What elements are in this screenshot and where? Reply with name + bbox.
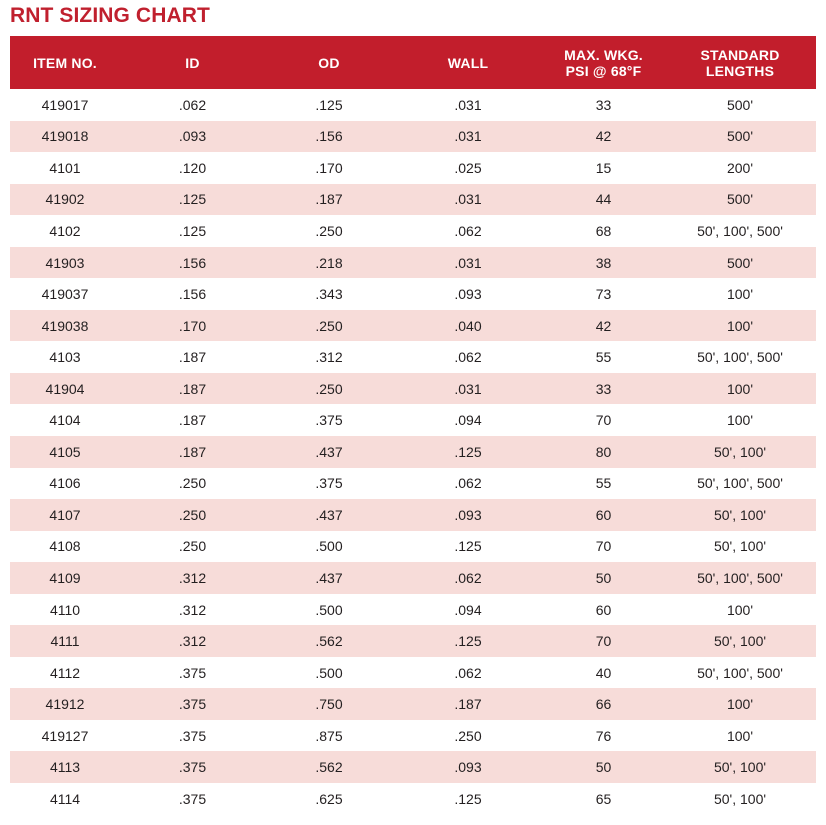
cell-wall: .062 bbox=[454, 349, 482, 366]
cell-item-no: 4103 bbox=[49, 349, 81, 366]
cell-id: .250 bbox=[178, 475, 207, 492]
cell-wall: .094 bbox=[454, 601, 482, 618]
table-row bbox=[10, 341, 816, 373]
cell-id: .375 bbox=[178, 790, 207, 807]
cell-wall: .062 bbox=[454, 475, 482, 492]
cell-item-no: 4109 bbox=[49, 569, 81, 586]
cell-id: .156 bbox=[178, 254, 207, 271]
cell-od: .500 bbox=[315, 664, 343, 681]
cell-id: .187 bbox=[178, 380, 207, 397]
cell-item-no: 419017 bbox=[41, 96, 89, 113]
cell-max-psi: 70 bbox=[595, 412, 612, 429]
cell-max-psi: 38 bbox=[595, 254, 612, 271]
cell-item-no: 4104 bbox=[49, 412, 81, 429]
cell-wall: .031 bbox=[454, 191, 482, 208]
header-wall: WALL bbox=[447, 54, 489, 71]
cell-item-no: 419038 bbox=[41, 317, 89, 334]
cell-lengths: 500' bbox=[726, 254, 754, 271]
cell-od: .375 bbox=[315, 475, 343, 492]
cell-od: .218 bbox=[315, 254, 343, 271]
table-body bbox=[10, 89, 816, 815]
cell-item-no: 41904 bbox=[45, 380, 85, 397]
cell-id: .250 bbox=[178, 506, 207, 523]
table-row bbox=[10, 89, 816, 121]
cell-item-no: 4111 bbox=[50, 633, 80, 650]
header-max-wkg-psi: MAX. WKG. PSI @ 68°F bbox=[564, 46, 643, 79]
cell-item-no: 4106 bbox=[49, 475, 81, 492]
table-row bbox=[10, 625, 816, 657]
table-row bbox=[10, 215, 816, 247]
cell-od: .250 bbox=[315, 317, 343, 334]
cell-lengths: 50', 100', 500' bbox=[697, 475, 783, 492]
cell-lengths: 100' bbox=[726, 696, 754, 713]
cell-id: .312 bbox=[178, 633, 207, 650]
cell-od: .187 bbox=[315, 191, 343, 208]
table-row bbox=[10, 247, 816, 279]
header-id: ID bbox=[185, 54, 200, 71]
cell-max-psi: 44 bbox=[595, 191, 612, 208]
cell-lengths: 100' bbox=[726, 380, 754, 397]
cell-item-no: 4101 bbox=[49, 159, 81, 176]
cell-item-no: 4107 bbox=[49, 506, 81, 523]
cell-od: .343 bbox=[315, 286, 343, 303]
table-row bbox=[10, 184, 816, 216]
cell-wall: .125 bbox=[454, 790, 482, 807]
table-row bbox=[10, 121, 816, 153]
cell-lengths: 50', 100' bbox=[713, 759, 767, 776]
cell-wall: .062 bbox=[454, 664, 482, 681]
cell-id: .375 bbox=[178, 727, 207, 744]
cell-wall: .250 bbox=[454, 727, 482, 744]
table-header bbox=[10, 36, 816, 89]
cell-id: .250 bbox=[178, 538, 207, 555]
cell-max-psi: 70 bbox=[595, 633, 612, 650]
cell-wall: .062 bbox=[454, 569, 482, 586]
table-row bbox=[10, 468, 816, 500]
cell-item-no: 4110 bbox=[49, 601, 81, 618]
cell-od: .312 bbox=[315, 349, 343, 366]
cell-wall: .125 bbox=[454, 443, 482, 460]
cell-lengths: 100' bbox=[726, 317, 754, 334]
cell-lengths: 100' bbox=[726, 601, 754, 618]
cell-lengths: 50', 100' bbox=[713, 633, 767, 650]
cell-lengths: 50', 100', 500' bbox=[697, 664, 783, 681]
cell-item-no: 41903 bbox=[45, 254, 85, 271]
table-row bbox=[10, 152, 816, 184]
cell-wall: .187 bbox=[454, 696, 482, 713]
cell-item-no: 419018 bbox=[41, 128, 89, 145]
cell-max-psi: 42 bbox=[595, 128, 612, 145]
cell-lengths: 500' bbox=[726, 128, 754, 145]
cell-item-no: 4113 bbox=[49, 759, 81, 776]
cell-lengths: 100' bbox=[726, 727, 754, 744]
cell-lengths: 50', 100' bbox=[713, 443, 767, 460]
table-row bbox=[10, 373, 816, 405]
cell-od: .250 bbox=[315, 380, 343, 397]
cell-max-psi: 66 bbox=[595, 696, 612, 713]
cell-id: .120 bbox=[178, 159, 207, 176]
page-title: RNT SIZING CHART bbox=[10, 4, 210, 27]
cell-max-psi: 33 bbox=[595, 380, 612, 397]
cell-id: .375 bbox=[178, 664, 207, 681]
cell-wall: .125 bbox=[454, 538, 482, 555]
cell-item-no: 4114 bbox=[49, 790, 81, 807]
cell-od: .437 bbox=[315, 506, 343, 523]
cell-lengths: 50', 100', 500' bbox=[697, 569, 783, 586]
cell-wall: .031 bbox=[454, 96, 482, 113]
cell-lengths: 100' bbox=[726, 412, 754, 429]
cell-id: .312 bbox=[178, 569, 207, 586]
cell-wall: .094 bbox=[454, 412, 482, 429]
cell-id: .125 bbox=[178, 191, 207, 208]
table-row bbox=[10, 278, 816, 310]
cell-item-no: 4105 bbox=[49, 443, 81, 460]
cell-lengths: 50', 100' bbox=[713, 506, 767, 523]
cell-od: .250 bbox=[315, 222, 343, 239]
cell-id: .062 bbox=[178, 96, 207, 113]
cell-od: .437 bbox=[315, 569, 343, 586]
cell-item-no: 41902 bbox=[45, 191, 85, 208]
cell-lengths: 50', 100' bbox=[713, 538, 767, 555]
cell-max-psi: 50 bbox=[595, 759, 612, 776]
cell-id: .312 bbox=[178, 601, 207, 618]
cell-item-no: 4108 bbox=[49, 538, 81, 555]
cell-od: .437 bbox=[315, 443, 343, 460]
cell-lengths: 200' bbox=[726, 159, 754, 176]
cell-item-no: 41912 bbox=[45, 696, 85, 713]
cell-max-psi: 70 bbox=[595, 538, 612, 555]
cell-id: .170 bbox=[178, 317, 207, 334]
cell-wall: .031 bbox=[454, 254, 482, 271]
header-od: OD bbox=[318, 54, 340, 71]
cell-max-psi: 60 bbox=[595, 506, 612, 523]
cell-wall: .062 bbox=[454, 222, 482, 239]
cell-max-psi: 60 bbox=[595, 601, 612, 618]
cell-od: .156 bbox=[315, 128, 343, 145]
table-row bbox=[10, 783, 816, 815]
cell-od: .500 bbox=[315, 601, 343, 618]
cell-lengths: 500' bbox=[726, 191, 754, 208]
cell-lengths: 50', 100', 500' bbox=[697, 222, 783, 239]
cell-lengths: 500' bbox=[726, 96, 754, 113]
cell-item-no: 419037 bbox=[41, 286, 89, 303]
table-row bbox=[10, 562, 816, 594]
cell-lengths: 50', 100', 500' bbox=[697, 349, 783, 366]
cell-max-psi: 55 bbox=[595, 475, 612, 492]
cell-wall: .125 bbox=[454, 633, 482, 650]
cell-id: .187 bbox=[178, 349, 207, 366]
cell-max-psi: 68 bbox=[595, 222, 612, 239]
cell-id: .156 bbox=[178, 286, 207, 303]
cell-lengths: 50', 100' bbox=[713, 790, 767, 807]
cell-max-psi: 33 bbox=[595, 96, 612, 113]
cell-od: .125 bbox=[315, 96, 343, 113]
header-row bbox=[10, 36, 816, 89]
cell-wall: .093 bbox=[454, 506, 482, 523]
cell-od: .375 bbox=[315, 412, 343, 429]
cell-wall: .093 bbox=[454, 286, 482, 303]
cell-wall: .040 bbox=[454, 317, 482, 334]
sizing-table bbox=[10, 36, 816, 815]
cell-wall: .025 bbox=[454, 159, 482, 176]
cell-item-no: 419127 bbox=[41, 727, 89, 744]
cell-max-psi: 65 bbox=[595, 790, 612, 807]
cell-max-psi: 80 bbox=[595, 443, 612, 460]
cell-item-no: 4102 bbox=[49, 222, 81, 239]
cell-id: .375 bbox=[178, 759, 207, 776]
cell-od: .170 bbox=[315, 159, 343, 176]
cell-id: .187 bbox=[178, 443, 207, 460]
cell-max-psi: 50 bbox=[595, 569, 612, 586]
cell-od: .562 bbox=[315, 633, 343, 650]
cell-max-psi: 76 bbox=[595, 727, 612, 744]
table-row bbox=[10, 310, 816, 342]
cell-max-psi: 15 bbox=[595, 159, 612, 176]
cell-lengths: 100' bbox=[726, 286, 754, 303]
table-row bbox=[10, 751, 816, 783]
table-row bbox=[10, 657, 816, 689]
cell-item-no: 4112 bbox=[49, 664, 81, 681]
table-row bbox=[10, 404, 816, 436]
cell-id: .093 bbox=[178, 128, 207, 145]
cell-wall: .031 bbox=[454, 128, 482, 145]
cell-max-psi: 73 bbox=[595, 286, 612, 303]
table-row bbox=[10, 688, 816, 720]
cell-od: .562 bbox=[315, 759, 343, 776]
cell-id: .125 bbox=[178, 222, 207, 239]
table-row bbox=[10, 436, 816, 468]
cell-max-psi: 40 bbox=[595, 664, 612, 681]
cell-max-psi: 42 bbox=[595, 317, 612, 334]
cell-od: .500 bbox=[315, 538, 343, 555]
table-row bbox=[10, 531, 816, 563]
cell-id: .187 bbox=[178, 412, 207, 429]
table-row bbox=[10, 594, 816, 626]
header-standard-lengths: STANDARD LENGTHS bbox=[700, 46, 780, 79]
table-row bbox=[10, 720, 816, 752]
table-row bbox=[10, 499, 816, 531]
cell-max-psi: 55 bbox=[595, 349, 612, 366]
header-item-no: ITEM NO. bbox=[33, 54, 97, 71]
cell-od: .875 bbox=[315, 727, 343, 744]
cell-wall: .093 bbox=[454, 759, 482, 776]
cell-wall: .031 bbox=[454, 380, 482, 397]
cell-id: .375 bbox=[178, 696, 207, 713]
cell-od: .750 bbox=[315, 696, 343, 713]
cell-od: .625 bbox=[315, 790, 343, 807]
